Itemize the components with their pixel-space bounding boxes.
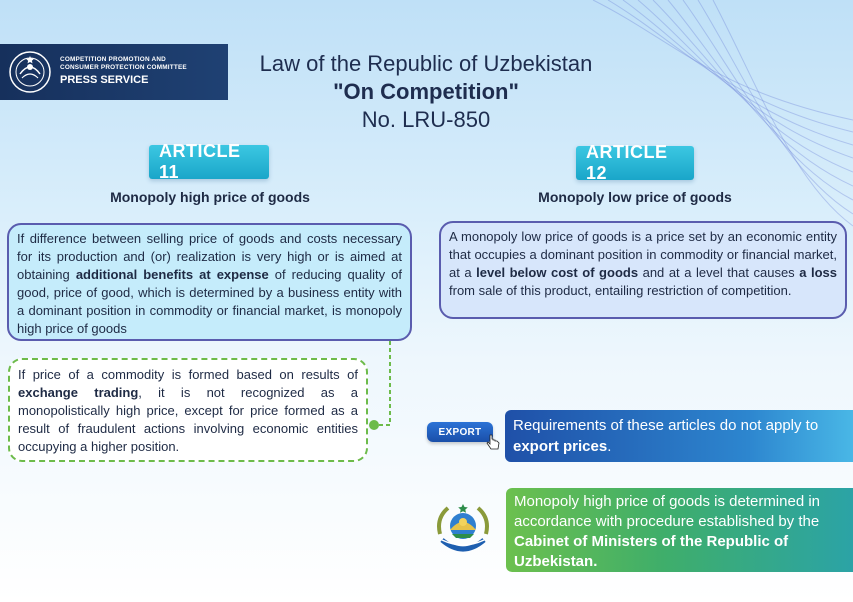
export-button: EXPORT bbox=[427, 422, 493, 442]
state-emblem-icon bbox=[8, 50, 52, 94]
note-text-b: , it is not recognized as a monopolistically high price, except for price formed as a result of fraudulent actions involving economic entities occupying a higher position. bbox=[18, 385, 358, 454]
article-11-text-a: If difference between selling price of goods and costs necessary for its production and (or) realization is very high or is aimed at obtaining bbox=[17, 231, 402, 282]
article-12-definition bbox=[439, 221, 847, 319]
org-name-line3: PRESS SERVICE bbox=[60, 74, 149, 86]
org-name-line2: CONSUMER PROTECTION COMMITTEE bbox=[60, 64, 187, 71]
article-12-badge: ARTICLE 12 bbox=[576, 146, 694, 180]
title-line2: "On Competition" bbox=[333, 79, 519, 104]
article-11-badge: ARTICLE 11 bbox=[149, 145, 269, 179]
note-text-bold: exchange trading bbox=[18, 385, 139, 400]
press-service-logo bbox=[0, 44, 228, 100]
pointer-cursor-icon bbox=[486, 434, 500, 450]
article-12-text-a: A monopoly low price of goods is a price set by an economic entity that occupies a dominant position in commodity or financial market, at a bbox=[449, 229, 837, 280]
export-text-a: Requirements of these articles do not apply to bbox=[513, 417, 819, 434]
org-name bbox=[60, 56, 187, 88]
export-text-bold: export prices bbox=[513, 438, 608, 455]
page-title bbox=[216, 50, 636, 134]
connector-line bbox=[368, 341, 398, 433]
article-12-subtitle: Monopoly low price of goods bbox=[538, 189, 732, 205]
article-11-subtitle: Monopoly high price of goods bbox=[110, 189, 310, 205]
exchange-trading-note bbox=[8, 358, 368, 462]
cabinet-text-bold: Cabinet of Ministers of the Republic of Uzbekistan. bbox=[514, 533, 789, 570]
org-name-line1: COMPETITION PROMOTION AND bbox=[60, 56, 166, 63]
article-12-text-b: and at a level that causes bbox=[638, 265, 800, 280]
article-11-text-bold: additional benefits at expense bbox=[75, 267, 269, 282]
article-11-definition bbox=[7, 223, 412, 341]
title-line1: Law of the Republic of Uzbekistan bbox=[259, 51, 593, 76]
cabinet-text-a: Monopoly high price of goods is determined in accordance with procedure established by the bbox=[514, 493, 821, 530]
article-12-text-c: from sale of this product, entailing restriction of competition. bbox=[449, 283, 792, 298]
cabinet-procedure-panel bbox=[506, 488, 853, 572]
article-11-text-b: of reducing quality of good, price of good, which is determined by a business entity with a dominant position in commodity or financial market, is monopoly high price of goods bbox=[17, 267, 402, 336]
export-text-b: . bbox=[607, 438, 612, 455]
article-12-text-bold2: a loss bbox=[799, 265, 838, 280]
article-12-text-bold1: level below cost of goods bbox=[476, 265, 639, 280]
export-exception-panel bbox=[505, 410, 853, 462]
uzbekistan-emblem-icon bbox=[432, 500, 494, 560]
note-text-a: If price of a commodity is formed based on results of bbox=[18, 367, 358, 382]
title-line3: No. LRU-850 bbox=[361, 107, 491, 132]
